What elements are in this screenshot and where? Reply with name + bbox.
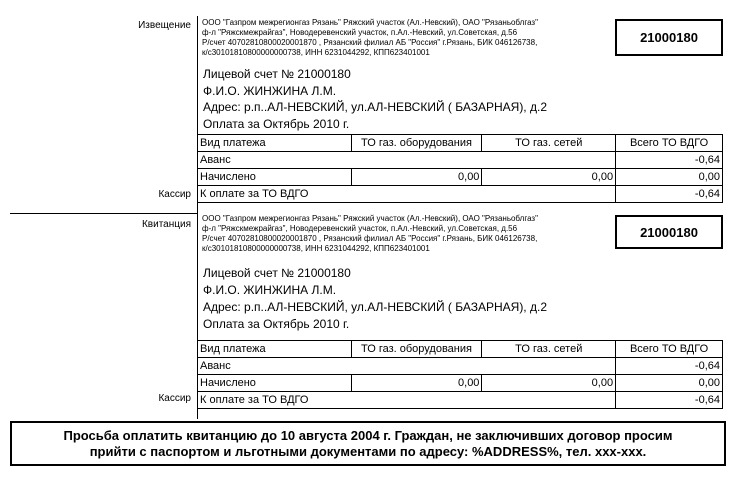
due-label: К оплате за ТО ВДГО (198, 186, 616, 203)
accrued-equipment: 0,00 (351, 375, 482, 392)
account-line-receipt: Лицевой счет № 21000180 (203, 266, 351, 280)
advance-label: Аванс (198, 152, 616, 169)
fio-line-notice: Ф.И.О. ЖИНЖИНА Л.М. (203, 84, 337, 98)
advance-total: -0,64 (616, 152, 723, 169)
cashier-label-notice: Кассир (158, 189, 191, 200)
period-line-receipt: Оплата за Октябрь 2010 г. (203, 317, 350, 331)
accrued-total: 0,00 (616, 169, 723, 186)
header-payment-type: Вид платежа (198, 341, 352, 358)
table-row (198, 358, 723, 375)
org-line: Р/счет 40702810800020001870 , Рязанский филиал АБ "Россия" г.Рязань, БИК 046126738, (202, 38, 538, 47)
period-line-notice: Оплата за Октябрь 2010 г. (203, 117, 350, 131)
fio-line-receipt: Ф.И.О. ЖИНЖИНА Л.М. (203, 283, 337, 297)
section-separator (10, 213, 197, 214)
table-header-row (198, 341, 723, 358)
payment-table-notice (197, 134, 723, 203)
accrued-networks: 0,00 (482, 169, 616, 186)
accrued-equipment: 0,00 (351, 169, 482, 186)
header-total: Всего ТО ВДГО (616, 135, 723, 152)
due-total: -0,64 (616, 186, 723, 203)
org-line: ООО "Газпром межрегионгаз Рязань" Ряжский участок (Ал.-Невский), ОАО "Рязаньоблгаз" (202, 18, 538, 27)
advance-label: Аванс (198, 358, 616, 375)
notice-line: прийти с паспортом и льготными документами по адресу: %ADDRESS%, тел. xxx-xxx. (89, 444, 647, 459)
org-line: Р/счет 40702810800020001870 , Рязанский филиал АБ "Россия" г.Рязань, БИК 046126738, (202, 234, 538, 243)
header-equipment: ТО газ. оборудования (351, 341, 482, 358)
header-equipment: ТО газ. оборудования (351, 135, 482, 152)
cashier-label-receipt: Кассир (158, 393, 191, 404)
table-header-row (198, 135, 723, 152)
org-line: ф-л "Ряжскмежрайгаз", Новодеревенский участок, п.Ал.-Невский, ул.Советская, д.56 (202, 224, 518, 233)
table-row (198, 152, 723, 169)
org-line: к/с30101810800000000738, ИНН 6231044292, КПП623401001 (202, 48, 430, 57)
accrued-label: Начислено (198, 169, 352, 186)
address-line-notice: Адрес: р.п..АЛ-НЕВСКИЙ, ул.АЛ-НЕВСКИЙ ( БАЗАРНАЯ), д.2 (203, 100, 547, 114)
header-networks: ТО газ. сетей (482, 341, 616, 358)
section-label-receipt: Квитанция (141, 219, 191, 230)
advance-total: -0,64 (616, 358, 723, 375)
due-label: К оплате за ТО ВДГО (198, 392, 616, 409)
table-row (198, 186, 723, 203)
table-row (198, 375, 723, 392)
org-line: ф-л "Ряжскмежрайгаз", Новодеревенский участок, п.Ал.-Невский, ул.Советская, д.56 (202, 28, 518, 37)
org-line: ООО "Газпром межрегионгаз Рязань" Ряжский участок (Ал.-Невский), ОАО "Рязаньоблгаз" (202, 214, 538, 223)
account-number-box-notice: 21000180 (615, 19, 723, 56)
due-total: -0,64 (616, 392, 723, 409)
header-total: Всего ТО ВДГО (616, 341, 723, 358)
table-row (198, 169, 723, 186)
header-payment-type: Вид платежа (198, 135, 352, 152)
table-row (198, 392, 723, 409)
account-line-notice: Лицевой счет № 21000180 (203, 67, 351, 81)
org-line: к/с30101810800000000738, ИНН 6231044292, КПП623401001 (202, 244, 430, 253)
org-details-notice (202, 18, 538, 58)
address-line-receipt: Адрес: р.п..АЛ-НЕВСКИЙ, ул.АЛ-НЕВСКИЙ ( БАЗАРНАЯ), д.2 (203, 300, 547, 314)
payment-table-receipt (197, 340, 723, 409)
header-networks: ТО газ. сетей (482, 135, 616, 152)
accrued-label: Начислено (198, 375, 352, 392)
accrued-networks: 0,00 (482, 375, 616, 392)
section-label-notice: Извещение (138, 20, 191, 31)
org-details-receipt (202, 214, 538, 254)
accrued-total: 0,00 (616, 375, 723, 392)
payment-request-notice (10, 421, 726, 466)
notice-line: Просьба оплатить квитанцию до 10 августа 2004 г. Граждан, не заключивших договор просим (63, 428, 673, 443)
account-number-box-receipt: 21000180 (615, 215, 723, 249)
